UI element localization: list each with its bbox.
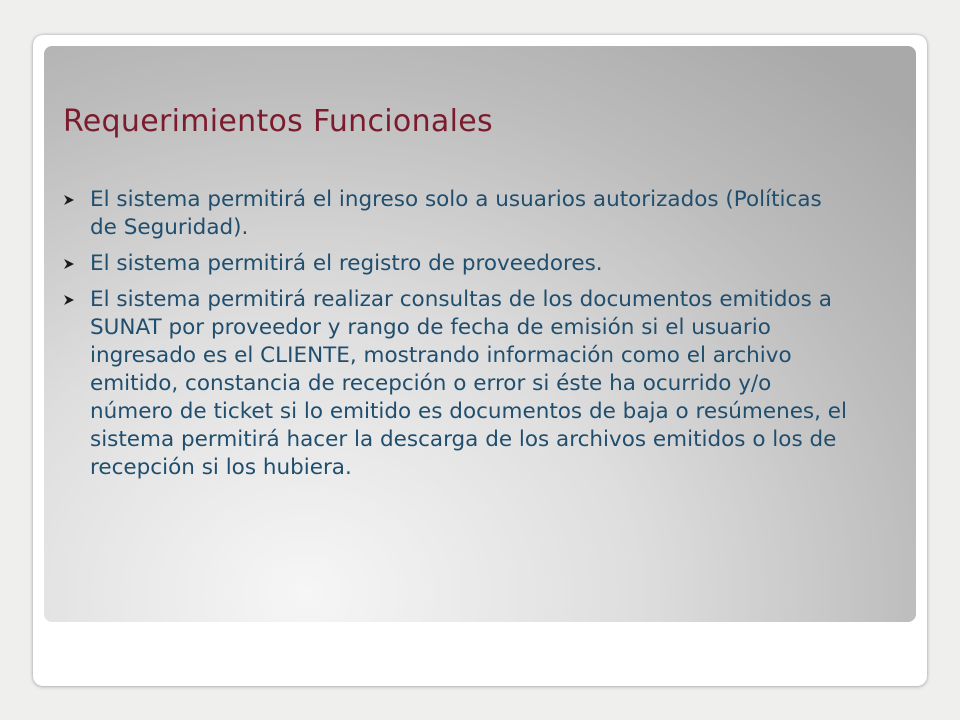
slide-title: Requerimientos Funcionales [63,104,493,139]
list-item [58,250,848,278]
arrowhead-bullet-icon [58,286,80,314]
bullet-text: El sistema permitirá realizar consultas de los documentos emitidos a SUNAT por proveedor y rango de fecha de emisión si el usuario ingresado es el CLIENTE, mostrando información como el archivo emitido, constancia de recepción o error si éste ha ocurrido y/o número de ticket si lo emitido es documentos de baja o resúmenes, el sistema permitirá hacer la descarga de los archivos emitidos o los de recepción si los hubiera. [90,287,847,480]
arrowhead-bullet-icon [58,250,80,278]
list-item [58,286,848,482]
bullet-list [58,186,848,490]
bullet-text: El sistema permitirá el ingreso solo a usuarios autorizados (Políticas de Seguridad). [90,187,822,240]
bullet-text: El sistema permitirá el registro de proveedores. [90,251,603,276]
arrowhead-bullet-icon [58,186,80,214]
list-item [58,186,848,242]
